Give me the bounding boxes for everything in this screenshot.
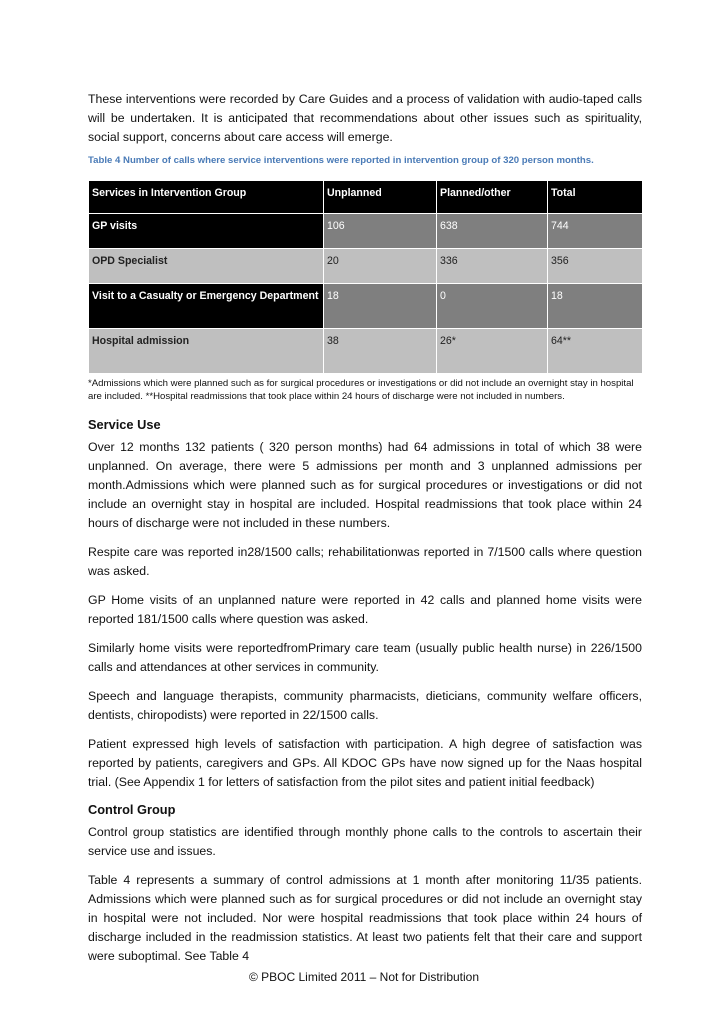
interventions-table xyxy=(88,180,643,374)
cell-total: 356 xyxy=(548,249,643,284)
paragraph: Patient expressed high levels of satisfaction with participation. A high degree of satisfaction was reported by patients, caregivers and GPs. All KDOC GPs have now signed up for the Naas hospital trial. (See Appendix 1 for letters of satisfaction from the pilot sites and patient initial feedback) xyxy=(88,737,642,789)
cell-total: 64** xyxy=(548,329,643,374)
header-services: Services in Intervention Group xyxy=(89,181,324,214)
cell-planned: 336 xyxy=(437,249,548,284)
cell-total: 18 xyxy=(548,284,643,329)
control-group-section xyxy=(88,802,642,966)
table-footnote: *Admissions which were planned such as for surgical procedures or investigations or did not include an overnight stay in hospital are included. **Hospital readmissions that took place within 24 hours of discharge were not included in numbers. xyxy=(88,378,634,402)
paragraph: Table 4 represents a summary of control admissions at 1 month after monitoring 11/35 patients. Admissions which were planned such as for surgical procedures or did not include an overnight stay in hospital were not included. Nor were hospital readmissions that took place within 24 hours of discharge included in the readmission statistics. At least two patients felt that their care and support were suboptimal. See Table 4 xyxy=(88,873,642,963)
page-footer: © PBOC Limited 2011 – Not for Distribution xyxy=(248,970,480,984)
header-total: Total xyxy=(548,181,643,214)
paragraph: GP Home visits of an unplanned nature were reported in 42 calls and planned home visits were reported 181/1500 calls where question was asked. xyxy=(88,593,642,626)
row-label: Hospital admission xyxy=(89,329,324,374)
cell-unplanned: 20 xyxy=(324,249,437,284)
section-heading-service-use: Service Use xyxy=(88,417,161,432)
row-label: GP visits xyxy=(89,214,324,249)
section-heading-control-group: Control Group xyxy=(88,802,176,817)
cell-planned: 0 xyxy=(437,284,548,329)
table-row xyxy=(89,284,643,329)
intro-paragraph: These interventions were recorded by Care Guides and a process of validation with audio-taped calls will be undertaken. It is anticipated that recommendations about other issues such as spirituality, social support, concerns about care access will emerge. xyxy=(88,92,642,144)
service-use-section xyxy=(88,417,642,792)
cell-total: 744 xyxy=(548,214,643,249)
cell-planned: 26* xyxy=(437,329,548,374)
row-label: Visit to a Casualty or Emergency Department xyxy=(89,284,324,329)
paragraph: Speech and language therapists, community pharmacists, dieticians, community welfare officers, dentists, chiropodists) were reported in 22/1500 calls. xyxy=(88,689,642,722)
table-row xyxy=(89,329,643,374)
paragraph: Control group statistics are identified through monthly phone calls to the controls to ascertain their service use and issues. xyxy=(88,825,642,858)
cell-unplanned: 18 xyxy=(324,284,437,329)
cell-planned: 638 xyxy=(437,214,548,249)
paragraph: Similarly home visits were reportedfromPrimary care team (usually public health nurse) in 226/1500 calls and attendances at other services in community. xyxy=(88,641,642,674)
header-unplanned: Unplanned xyxy=(324,181,437,214)
cell-unplanned: 38 xyxy=(324,329,437,374)
table-header-row xyxy=(89,181,643,214)
paragraph: Respite care was reported in28/1500 calls; rehabilitationwas reported in 7/1500 calls where question was asked. xyxy=(88,545,642,578)
table-caption: Table 4 Number of calls where service interventions were reported in intervention group of 320 person months. xyxy=(88,155,594,166)
header-planned: Planned/other xyxy=(437,181,548,214)
row-label: OPD Specialist xyxy=(89,249,324,284)
paragraph: Over 12 months 132 patients ( 320 person months) had 64 admissions in total of which 38 were unplanned. On average, there were 5 admissions per month and 3 unplanned admissions per month.Admissions which were planned such as for surgical procedures or investigations or did not include an overnight stay in hospital are included. Hospital readmissions that took place within 24 hours of discharge were not included in these numbers. xyxy=(88,440,642,530)
table-row xyxy=(89,214,643,249)
cell-unplanned: 106 xyxy=(324,214,437,249)
table-row xyxy=(89,249,643,284)
page-content xyxy=(88,90,642,976)
